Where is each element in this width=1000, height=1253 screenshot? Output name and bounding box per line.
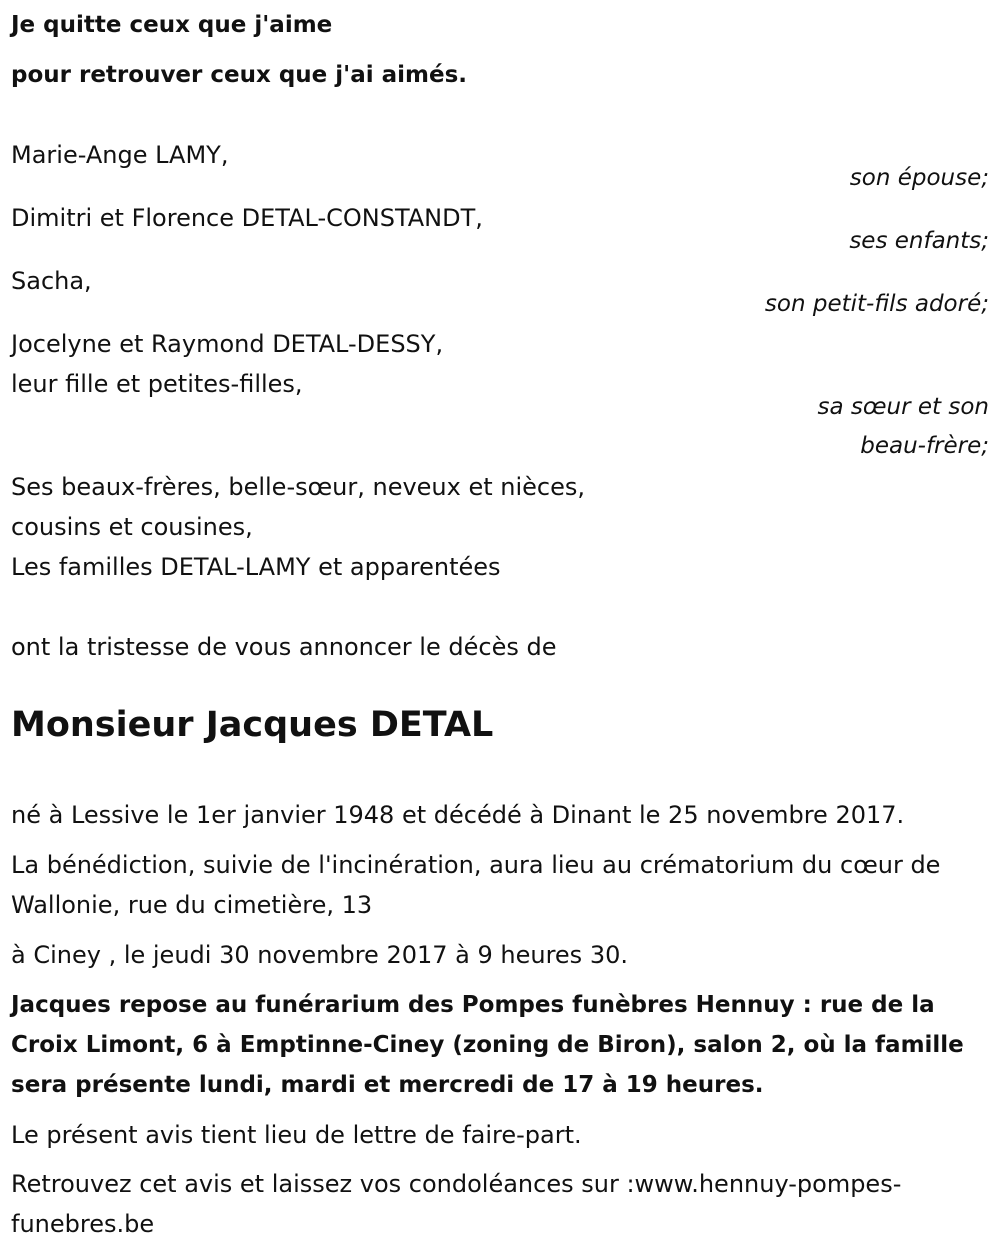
family-member-role: son petit-fils adoré; [764,291,989,317]
family-member-name: Jocelyne et Raymond DETAL-DESSY, [11,330,444,358]
announcement: ont la tristesse de vous annoncer le décès de [11,633,557,661]
other-relatives-line: Ses beaux-frères, belle-sœur, neveux et nièces, [11,473,586,501]
family-member-name: Sacha, [11,267,92,295]
epigraph-line-2: pour retrouver ceux que j'ai aimés. [11,62,468,88]
deceased-name: Monsieur Jacques DETAL [11,705,494,745]
family-member-name: Dimitri et Florence DETAL-CONSTANDT, [11,204,483,232]
other-relatives-line: cousins et cousines, [11,513,253,541]
notice-text: Le présent avis tient lieu de lettre de faire-part. [11,1121,582,1149]
family-member-role: sa sœur et son [817,394,989,420]
ceremony-info: La bénédiction, suivie de l'incinération, aura lieu au crématorium du cœur de Wallonie, rue du cimetière, 13 [11,851,941,919]
ceremony-date: à Ciney , le jeudi 30 novembre 2017 à 9 heures 30. [11,941,628,969]
family-member-name: Marie-Ange LAMY, [11,141,229,169]
family-member-role-continued: beau-frère; [860,433,989,459]
funerarium-info: Jacques repose au funérarium des Pompes funèbres Hennuy : rue de la Croix Limont, 6 à Emptinne-Ciney (zoning de Biron), salon 2, où la famille sera présente lundi, mardi et mercredi de 17 à 19 heures. [11,992,964,1098]
family-member-relation: leur fille et petites-filles, [11,370,303,398]
epigraph-line-1: Je quitte ceux que j'aime [11,12,333,38]
other-relatives-line: Les familles DETAL-LAMY et apparentées [11,553,501,581]
family-member-role: ses enfants; [849,228,989,254]
birth-death-info: né à Lessive le 1er janvier 1948 et décédé à Dinant le 25 novembre 2017. [11,801,905,829]
condolences-text: Retrouvez cet avis et laissez vos condoléances sur :www.hennuy-pompes-funebres.be [11,1170,902,1238]
family-member-role: son épouse; [849,165,989,191]
